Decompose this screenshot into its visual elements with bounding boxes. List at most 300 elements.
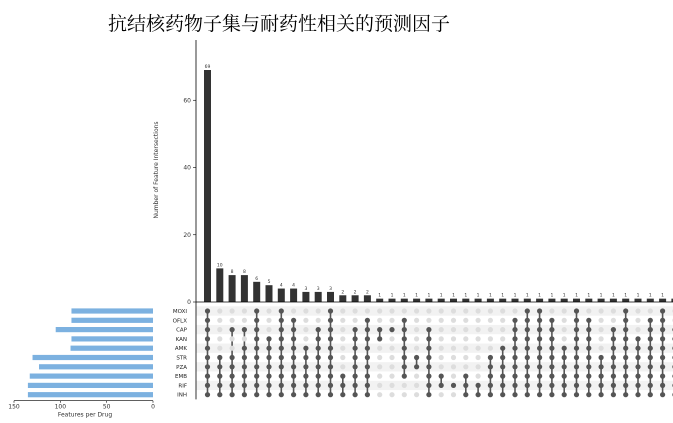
matrix-dot-active — [365, 355, 370, 360]
matrix-dot-active — [365, 374, 370, 379]
matrix-dot-active — [648, 318, 653, 323]
matrix-dot-inactive — [476, 364, 481, 369]
set-size-bar — [71, 346, 153, 351]
matrix-dot-inactive — [340, 327, 345, 332]
matrix-dot-inactive — [439, 364, 444, 369]
matrix-dot-inactive — [549, 308, 554, 313]
matrix-dot-inactive — [414, 392, 419, 397]
matrix-dot-inactive — [451, 392, 456, 397]
matrix-dot-inactive — [389, 308, 394, 313]
matrix-dot-active — [512, 374, 517, 379]
intersection-bar — [462, 299, 469, 302]
matrix-dot-active — [217, 374, 222, 379]
matrix-dot-inactive — [230, 308, 235, 313]
set-label: INH — [177, 392, 187, 399]
matrix-dot-active — [291, 374, 296, 379]
intersection-bar — [327, 292, 334, 302]
matrix-dot-inactive — [340, 364, 345, 369]
matrix-dot-active — [623, 355, 628, 360]
matrix-dot-active — [254, 318, 259, 323]
matrix-dot-active — [266, 336, 271, 341]
intersection-bar-label: 1 — [452, 293, 455, 299]
matrix-dot-inactive — [599, 318, 604, 323]
y-tick-label: 0 — [187, 299, 191, 306]
matrix-dot-inactive — [451, 374, 456, 379]
matrix-dot-active — [254, 355, 259, 360]
matrix-dot-active — [217, 392, 222, 397]
matrix-dot-active — [266, 346, 271, 351]
matrix-dot-inactive — [439, 327, 444, 332]
matrix-dot-active — [353, 374, 358, 379]
matrix-dot-active — [611, 364, 616, 369]
intersection-bar — [216, 268, 223, 302]
matrix-dot-active — [205, 327, 210, 332]
matrix-dot-active — [525, 383, 530, 388]
matrix-dot-active — [488, 383, 493, 388]
intersection-bar — [475, 299, 482, 302]
intersection-bar-label: 1 — [488, 293, 492, 299]
matrix-dot-active — [426, 327, 431, 332]
intersection-bar — [573, 299, 580, 302]
set-label: EMB — [175, 374, 187, 381]
matrix-dot-active — [230, 355, 235, 360]
intersection-bar — [659, 299, 666, 302]
matrix-dot-inactive — [648, 308, 653, 313]
matrix-dot-active — [328, 374, 333, 379]
matrix-dot-active — [660, 318, 665, 323]
matrix-dot-active — [512, 318, 517, 323]
matrix-dot-active — [426, 392, 431, 397]
matrix-dot-active — [279, 364, 284, 369]
matrix-dot-active — [500, 383, 505, 388]
matrix-dot-inactive — [377, 346, 382, 351]
matrix-dot-active — [549, 392, 554, 397]
matrix-dot-active — [316, 346, 321, 351]
matrix-dot-active — [623, 327, 628, 332]
matrix-dot-active — [537, 364, 542, 369]
matrix-dot-inactive — [389, 355, 394, 360]
matrix-dot-active — [316, 327, 321, 332]
matrix-dot-active — [377, 336, 382, 341]
matrix-dot-inactive — [414, 308, 419, 313]
matrix-dot-inactive — [500, 308, 505, 313]
matrix-dot-active — [525, 318, 530, 323]
matrix-dot-active — [426, 336, 431, 341]
matrix-dot-inactive — [303, 318, 308, 323]
matrix-dot-inactive — [426, 318, 431, 323]
intersection-bar — [548, 299, 555, 302]
matrix-dot-active — [279, 327, 284, 332]
matrix-dot-active — [660, 364, 665, 369]
matrix-dot-active — [230, 364, 235, 369]
matrix-dot-inactive — [291, 308, 296, 313]
matrix-dot-inactive — [316, 318, 321, 323]
matrix-dot-active — [623, 364, 628, 369]
matrix-dot-active — [623, 346, 628, 351]
matrix-dot-active — [635, 383, 640, 388]
matrix-dot-active — [512, 355, 517, 360]
intersection-bar-label: 8 — [242, 270, 246, 276]
matrix-dot-active — [205, 336, 210, 341]
matrix-dot-active — [426, 346, 431, 351]
matrix-dot-inactive — [476, 308, 481, 313]
matrix-dot-active — [537, 308, 542, 313]
matrix-dot-active — [279, 308, 284, 313]
matrix-dot-inactive — [242, 308, 247, 313]
matrix-dot-inactive — [488, 336, 493, 341]
matrix-dot-active — [525, 308, 530, 313]
matrix-dot-active — [242, 355, 247, 360]
matrix-dot-active — [205, 392, 210, 397]
matrix-dot-inactive — [340, 346, 345, 351]
matrix-dot-inactive — [377, 318, 382, 323]
matrix-dot-active — [365, 336, 370, 341]
intersection-bar-label: 1 — [476, 293, 480, 299]
matrix-dot-active — [328, 327, 333, 332]
intersection-bar — [635, 299, 642, 302]
set-label: MOXI — [172, 309, 187, 315]
set-size-bar — [28, 383, 153, 388]
matrix-dot-inactive — [402, 392, 407, 397]
matrix-dot-inactive — [389, 364, 394, 369]
intersection-bar-label: 6 — [255, 276, 259, 282]
matrix-dot-inactive — [266, 318, 271, 323]
set-label: CAP — [176, 327, 187, 334]
intersection-bar — [364, 295, 371, 302]
matrix-dot-active — [402, 355, 407, 360]
matrix-dot-inactive — [611, 308, 616, 313]
matrix-dot-inactive — [451, 346, 456, 351]
matrix-dot-active — [512, 327, 517, 332]
matrix-dot-inactive — [488, 346, 493, 351]
matrix-dot-active — [353, 327, 358, 332]
matrix-dot-active — [648, 364, 653, 369]
intersection-bar — [438, 299, 445, 302]
matrix-dot-inactive — [488, 318, 493, 323]
matrix-dot-inactive — [476, 374, 481, 379]
intersection-bar-label: 1 — [390, 293, 394, 299]
matrix-dot-active — [316, 355, 321, 360]
intersection-bar-label: 4 — [279, 283, 283, 289]
matrix-dot-inactive — [377, 308, 382, 313]
matrix-dot-active — [500, 374, 505, 379]
matrix-dot-active — [377, 327, 382, 332]
matrix-dot-active — [660, 308, 665, 313]
matrix-dot-active — [402, 318, 407, 323]
matrix-dot-active — [537, 327, 542, 332]
matrix-dot-inactive — [389, 383, 394, 388]
matrix-dot-active — [316, 383, 321, 388]
intersection-bar-label: 1 — [661, 293, 665, 299]
matrix-dot-active — [340, 392, 345, 397]
matrix-dot-active — [426, 364, 431, 369]
intersection-bar-label: 1 — [587, 293, 591, 299]
matrix-dot-active — [586, 318, 591, 323]
matrix-dot-inactive — [389, 374, 394, 379]
matrix-dot-active — [623, 308, 628, 313]
set-label: AMK — [174, 346, 187, 353]
matrix-dot-inactive — [463, 308, 468, 313]
matrix-dot-active — [279, 383, 284, 388]
matrix-dot-active — [611, 374, 616, 379]
y-tick-label: 40 — [183, 164, 191, 172]
matrix-dot-active — [512, 383, 517, 388]
matrix-dot-inactive — [463, 346, 468, 351]
intersection-bar — [413, 299, 420, 302]
matrix-dot-active — [279, 346, 284, 351]
matrix-dot-active — [328, 392, 333, 397]
matrix-dot-active — [549, 318, 554, 323]
matrix-dot-active — [353, 392, 358, 397]
matrix-dot-inactive — [476, 346, 481, 351]
intersection-bar-label: 8 — [230, 270, 234, 276]
matrix-dot-active — [525, 392, 530, 397]
matrix-dot-active — [328, 346, 333, 351]
matrix-dot-active — [574, 383, 579, 388]
matrix-dot-active — [611, 355, 616, 360]
intersection-bar — [561, 299, 568, 302]
matrix-dot-active — [635, 336, 640, 341]
matrix-dot-active — [599, 364, 604, 369]
matrix-dot-active — [316, 364, 321, 369]
matrix-dot-active — [266, 364, 271, 369]
matrix-dot-inactive — [340, 355, 345, 360]
set-size-tick-label: 50 — [102, 403, 111, 411]
matrix-dot-inactive — [414, 374, 419, 379]
intersection-bar-label: 1 — [599, 293, 603, 299]
matrix-dot-active — [512, 346, 517, 351]
matrix-dot-active — [451, 383, 456, 388]
matrix-dot-active — [426, 355, 431, 360]
intersection-bar-label: 1 — [439, 293, 443, 299]
set-size-tick-label: 150 — [8, 403, 20, 411]
matrix-dot-active — [623, 374, 628, 379]
matrix-dot-active — [353, 364, 358, 369]
matrix-dot-inactive — [340, 318, 345, 323]
matrix-dot-inactive — [439, 336, 444, 341]
set-label: KAN — [175, 336, 187, 343]
matrix-dot-active — [328, 336, 333, 341]
matrix-dot-active — [635, 374, 640, 379]
intersection-bar-label: 4 — [292, 283, 296, 289]
matrix-dot-active — [611, 383, 616, 388]
matrix-dot-inactive — [635, 327, 640, 332]
y-tick-label: 20 — [183, 231, 191, 239]
matrix-dot-inactive — [377, 355, 382, 360]
matrix-dot-active — [365, 383, 370, 388]
matrix-dot-active — [205, 346, 210, 351]
intersection-bar — [241, 275, 248, 302]
matrix-dot-active — [512, 336, 517, 341]
matrix-dot-active — [623, 318, 628, 323]
matrix-dot-inactive — [451, 327, 456, 332]
intersection-bar — [229, 275, 236, 302]
matrix-dot-active — [574, 327, 579, 332]
matrix-dot-inactive — [451, 355, 456, 360]
matrix-dot-inactive — [217, 318, 222, 323]
matrix-dot-active — [611, 392, 616, 397]
matrix-dot-active — [291, 346, 296, 351]
matrix-dot-active — [623, 383, 628, 388]
matrix-dot-inactive — [414, 383, 419, 388]
intersection-bar-label: 1 — [611, 293, 615, 299]
set-size-tick-label: 0 — [151, 403, 155, 411]
matrix-dot-active — [635, 346, 640, 351]
matrix-dot-inactive — [586, 308, 591, 313]
matrix-dot-active — [635, 355, 640, 360]
matrix-dot-inactive — [439, 392, 444, 397]
matrix-dot-active — [476, 383, 481, 388]
matrix-dot-active — [500, 346, 505, 351]
matrix-dot-inactive — [488, 308, 493, 313]
set-size-bar — [30, 374, 153, 379]
intersection-bar — [622, 299, 629, 302]
matrix-dot-active — [230, 383, 235, 388]
matrix-dot-inactive — [599, 346, 604, 351]
matrix-dot-active — [574, 374, 579, 379]
matrix-dot-active — [574, 364, 579, 369]
matrix-dot-active — [242, 383, 247, 388]
matrix-dot-inactive — [217, 346, 222, 351]
matrix-dot-active — [340, 374, 345, 379]
matrix-dot-inactive — [414, 318, 419, 323]
matrix-dot-active — [254, 383, 259, 388]
matrix-dot-active — [586, 374, 591, 379]
matrix-dot-active — [254, 364, 259, 369]
matrix-dot-active — [303, 374, 308, 379]
intersection-bar — [253, 282, 260, 302]
intersection-bar — [376, 299, 383, 302]
matrix-dot-active — [316, 336, 321, 341]
matrix-dot-active — [365, 364, 370, 369]
matrix-dot-active — [611, 346, 616, 351]
matrix-dot-inactive — [389, 392, 394, 397]
matrix-dot-active — [254, 374, 259, 379]
matrix-dot-inactive — [439, 318, 444, 323]
matrix-dot-active — [303, 364, 308, 369]
matrix-dot-active — [586, 355, 591, 360]
intersection-bar-label: 1 — [464, 293, 468, 299]
matrix-dot-active — [291, 383, 296, 388]
intersection-bar — [266, 285, 273, 302]
matrix-dot-active — [217, 355, 222, 360]
matrix-dot-active — [574, 336, 579, 341]
matrix-dot-active — [500, 355, 505, 360]
matrix-dot-active — [365, 346, 370, 351]
matrix-dot-active — [648, 374, 653, 379]
matrix-dot-active — [279, 318, 284, 323]
intersection-bar — [610, 299, 617, 302]
intersection-bar — [487, 299, 494, 302]
matrix-dot-active — [414, 364, 419, 369]
matrix-dot-active — [328, 318, 333, 323]
matrix-dot-active — [562, 364, 567, 369]
matrix-dot-active — [426, 383, 431, 388]
matrix-dot-active — [586, 364, 591, 369]
matrix-dot-inactive — [303, 327, 308, 332]
matrix-dot-active — [402, 346, 407, 351]
matrix-dot-inactive — [463, 318, 468, 323]
matrix-dot-active — [586, 346, 591, 351]
matrix-dot-inactive — [217, 327, 222, 332]
matrix-dot-active — [660, 374, 665, 379]
matrix-dot-inactive — [451, 364, 456, 369]
matrix-dot-active — [217, 383, 222, 388]
matrix-dot-inactive — [599, 336, 604, 341]
matrix-dot-inactive — [500, 327, 505, 332]
matrix-dot-active — [439, 383, 444, 388]
matrix-dot-active — [230, 374, 235, 379]
matrix-dot-active — [525, 355, 530, 360]
matrix-dot-active — [402, 364, 407, 369]
matrix-dot-active — [242, 346, 247, 351]
matrix-dot-inactive — [377, 392, 382, 397]
chart-title: 抗结核药物子集与耐药性相关的预测因子 — [108, 13, 451, 35]
matrix-dot-active — [291, 355, 296, 360]
matrix-dot-active — [648, 336, 653, 341]
matrix-dot-active — [660, 336, 665, 341]
matrix-dot-active — [537, 346, 542, 351]
matrix-dot-inactive — [365, 308, 370, 313]
set-label: RIF — [178, 383, 187, 390]
matrix-dot-active — [537, 355, 542, 360]
matrix-dot-active — [537, 374, 542, 379]
matrix-dot-active — [648, 346, 653, 351]
matrix-dot-active — [291, 364, 296, 369]
matrix-dot-active — [328, 355, 333, 360]
matrix-dot-active — [254, 308, 259, 313]
matrix-dot-active — [549, 336, 554, 341]
matrix-dot-active — [463, 392, 468, 397]
matrix-dot-inactive — [562, 318, 567, 323]
matrix-dot-active — [599, 383, 604, 388]
matrix-dot-active — [266, 374, 271, 379]
matrix-dot-active — [500, 364, 505, 369]
matrix-dot-active — [242, 327, 247, 332]
intersection-bar-label: 2 — [365, 290, 369, 296]
matrix-dot-inactive — [340, 336, 345, 341]
set-size-axis-label: Features per Drug — [57, 411, 113, 419]
matrix-dot-active — [660, 392, 665, 397]
matrix-dot-inactive — [635, 308, 640, 313]
matrix-dot-inactive — [414, 327, 419, 332]
matrix-dot-inactive — [463, 336, 468, 341]
matrix-dot-active — [488, 374, 493, 379]
matrix-dot-active — [365, 392, 370, 397]
matrix-dot-inactive — [599, 308, 604, 313]
matrix-dot-active — [537, 318, 542, 323]
intersection-bar — [339, 295, 346, 302]
intersection-bar-label: 1 — [525, 293, 529, 299]
intersection-bar-label: 1 — [562, 293, 566, 299]
intersection-bar-label: 1 — [415, 293, 419, 299]
matrix-dot-active — [230, 327, 235, 332]
matrix-dot-inactive — [476, 318, 481, 323]
intersection-bar — [512, 299, 519, 302]
matrix-dot-active — [525, 374, 530, 379]
matrix-dot-active — [353, 383, 358, 388]
matrix-dot-active — [488, 364, 493, 369]
matrix-dot-active — [488, 392, 493, 397]
matrix-dot-active — [599, 392, 604, 397]
matrix-dot-active — [254, 346, 259, 351]
matrix-dot-inactive — [340, 308, 345, 313]
intersection-bar — [499, 299, 506, 302]
matrix-dot-active — [537, 392, 542, 397]
matrix-dot-active — [660, 355, 665, 360]
matrix-dot-active — [291, 336, 296, 341]
matrix-dot-active — [316, 392, 321, 397]
